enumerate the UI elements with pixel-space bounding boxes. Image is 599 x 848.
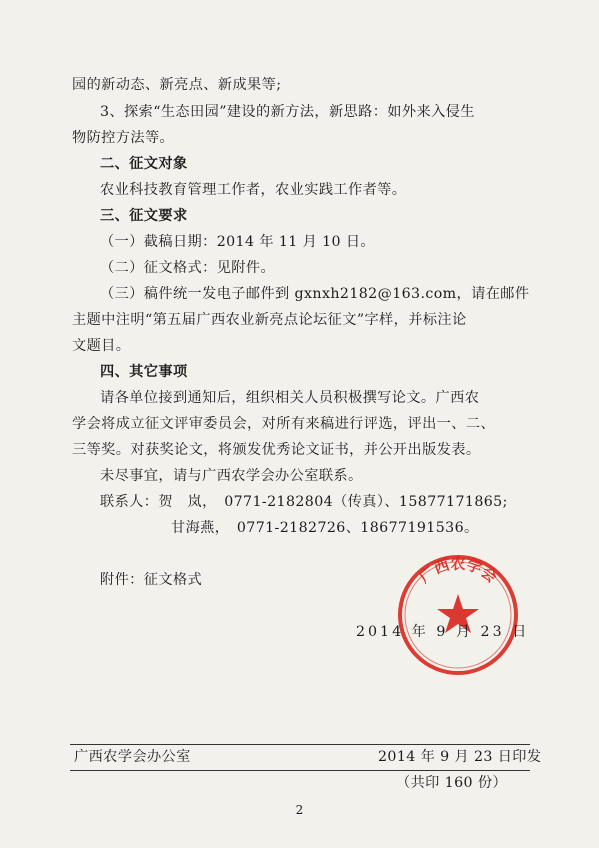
page-number: 2 [295,803,304,817]
body-line: 学会将成立征文评审委员会，对所有来稿进行评选，评出一、二、 [72,416,496,432]
signature-date: 2014 年 9 月 23 日 [356,624,530,640]
body-line: 请各单位接到通知后，组织相关人员积极撰写论文。广西农 [100,390,480,406]
copies-count: （共印 160 份） [396,775,508,791]
body-line: 未尽事宜，请与广西农学会办公室联系。 [100,468,363,484]
body-line: （二）征文格式：见附件。 [100,260,276,276]
svg-text:广西农学会 [416,555,501,587]
section-heading: 三、征文要求 [100,208,188,224]
official-seal-icon [395,552,521,678]
seal-text: 广西农学会 [415,554,501,587]
body-line: 园的新动态、新亮点、新成果等; [72,77,282,93]
section-heading: 二、征文对象 [100,156,188,172]
attachment-line: 附件：征文格式 [100,572,203,588]
body-line: （一）截稿日期：2014 年 11 月 10 日。 [100,234,376,250]
footer-date: 2014 年 9 月 23 日印发 [378,749,542,765]
contact-line: 联系人：贺 岚， 0771-2182804（传真）、15877171865; [100,494,508,510]
divider [70,770,530,771]
body-line: 农业科技教育管理工作者，农业实践工作者等。 [100,182,407,198]
body-line: 物防控方法等。 [72,130,175,146]
body-line: 3、探索“生态田园”建设的新方法，新思路：如外来入侵生 [100,104,475,120]
footer-org: 广西农学会办公室 [74,749,191,765]
body-line: 三等奖。对获奖论文，将颁发优秀论文证书，并公开出版发表。 [72,442,481,458]
section-heading: 四、其它事项 [100,364,188,380]
body-line: 文题目。 [72,338,131,354]
contact-line: 甘海燕， 0771-2182726、18677191536。 [171,520,479,536]
divider [70,744,530,745]
body-line: （三）稿件统一发电子邮件到 gxnxh2182@163.com，请在邮件 [100,286,530,302]
body-line: 主题中注明“第五届广西农业新亮点论坛征文”字样，并标注论 [72,312,467,328]
